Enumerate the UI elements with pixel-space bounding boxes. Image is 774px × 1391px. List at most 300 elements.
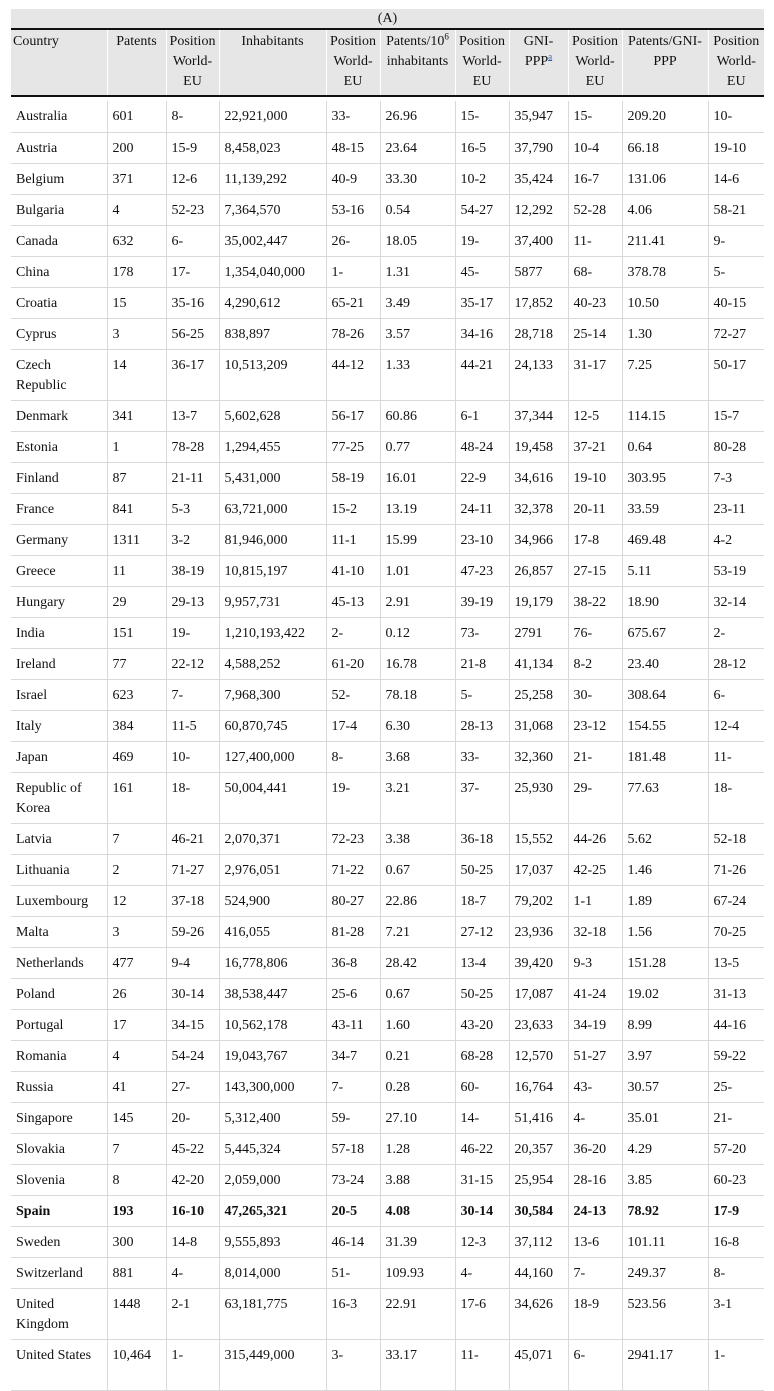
cell-position-world-eu-5: 67-24: [708, 885, 764, 916]
cell-position-world-eu-4: 37-21: [568, 431, 622, 462]
cell-position-world-eu-3: 31-15: [455, 1164, 509, 1195]
cell-position-world-eu-3: 6-1: [455, 400, 509, 431]
cell-position-world-eu-2: 20-5: [326, 1195, 380, 1226]
cell-patents: 178: [107, 256, 166, 287]
cell-position-world-eu-1: 10-: [166, 741, 219, 772]
cell-position-world-eu-5: 50-17: [708, 349, 764, 400]
cell-country: Belgium: [11, 163, 107, 194]
cell-inhabitants: 7,968,300: [219, 679, 326, 710]
table-row: [11, 885, 764, 916]
table-row: [11, 679, 764, 710]
cell-patents-per-million: 16.78: [380, 648, 455, 679]
cell-patents-per-million: 2.91: [380, 586, 455, 617]
cell-patents: 1311: [107, 524, 166, 555]
cell-inhabitants: 4,290,612: [219, 287, 326, 318]
cell-position-world-eu-3: 54-27: [455, 194, 509, 225]
cell-position-world-eu-2: 17-4: [326, 710, 380, 741]
cell-patents: 623: [107, 679, 166, 710]
cell-gni-ppp: 19,179: [509, 586, 568, 617]
cell-patents-per-gni: 675.67: [622, 617, 708, 648]
cell-country: Spain: [11, 1195, 107, 1226]
cell-inhabitants: 16,778,806: [219, 947, 326, 978]
cell-country: Netherlands: [11, 947, 107, 978]
cell-position-world-eu-1: 78-28: [166, 431, 219, 462]
cell-patents-per-million: 16.01: [380, 462, 455, 493]
cell-patents: 41: [107, 1071, 166, 1102]
cell-patents: 4: [107, 194, 166, 225]
cell-inhabitants: 9,957,731: [219, 586, 326, 617]
cell-patents-per-million: 1.28: [380, 1133, 455, 1164]
cell-patents-per-gni: 10.50: [622, 287, 708, 318]
cell-patents-per-million: 13.19: [380, 493, 455, 524]
cell-country: Lithuania: [11, 854, 107, 885]
cell-position-world-eu-1: 42-20: [166, 1164, 219, 1195]
cell-patents: 10,464: [107, 1339, 166, 1390]
cell-inhabitants: 1,210,193,422: [219, 617, 326, 648]
cell-patents-per-gni: 1.46: [622, 854, 708, 885]
table-row: [11, 617, 764, 648]
cell-patents-per-million: 3.88: [380, 1164, 455, 1195]
cell-position-world-eu-1: 29-13: [166, 586, 219, 617]
cell-country: Japan: [11, 741, 107, 772]
cell-position-world-eu-1: 71-27: [166, 854, 219, 885]
cell-country: Hungary: [11, 586, 107, 617]
cell-position-world-eu-5: 16-8: [708, 1226, 764, 1257]
cell-patents-per-million: 0.21: [380, 1040, 455, 1071]
cell-patents-per-gni: 101.11: [622, 1226, 708, 1257]
table-row: [11, 194, 764, 225]
cell-inhabitants: 35,002,447: [219, 225, 326, 256]
cell-patents: 632: [107, 225, 166, 256]
cell-position-world-eu-3: 15-: [455, 101, 509, 132]
cell-patents-per-million: 1.33: [380, 349, 455, 400]
cell-gni-ppp: 35,424: [509, 163, 568, 194]
cell-patents-per-million: 6.30: [380, 710, 455, 741]
cell-patents-per-gni: 523.56: [622, 1288, 708, 1339]
cell-position-world-eu-4: 8-2: [568, 648, 622, 679]
cell-position-world-eu-3: 27-12: [455, 916, 509, 947]
cell-position-world-eu-4: 40-23: [568, 287, 622, 318]
header-patents-per-gni: Patents/GNI-PPP: [622, 29, 708, 96]
table-container: [11, 9, 764, 1391]
cell-gni-ppp: 23,936: [509, 916, 568, 947]
cell-position-world-eu-1: 36-17: [166, 349, 219, 400]
cell-patents: 29: [107, 586, 166, 617]
table-row: [11, 1133, 764, 1164]
cell-position-world-eu-1: 21-11: [166, 462, 219, 493]
table-row: [11, 555, 764, 586]
cell-position-world-eu-5: 71-26: [708, 854, 764, 885]
cell-inhabitants: 315,449,000: [219, 1339, 326, 1390]
cell-inhabitants: 2,059,000: [219, 1164, 326, 1195]
cell-gni-ppp: 23,633: [509, 1009, 568, 1040]
cell-gni-ppp: 12,292: [509, 194, 568, 225]
cell-position-world-eu-3: 73-: [455, 617, 509, 648]
cell-position-world-eu-2: 33-: [326, 101, 380, 132]
cell-position-world-eu-1: 17-: [166, 256, 219, 287]
cell-position-world-eu-5: 31-13: [708, 978, 764, 1009]
cell-patents: 11: [107, 555, 166, 586]
cell-inhabitants: 22,921,000: [219, 101, 326, 132]
cell-patents-per-gni: 66.18: [622, 132, 708, 163]
cell-gni-ppp: 17,852: [509, 287, 568, 318]
cell-gni-ppp: 24,133: [509, 349, 568, 400]
cell-patents-per-million: 28.42: [380, 947, 455, 978]
cell-patents-per-gni: 181.48: [622, 741, 708, 772]
cell-position-world-eu-4: 11-: [568, 225, 622, 256]
cell-position-world-eu-5: 23-11: [708, 493, 764, 524]
cell-position-world-eu-4: 30-: [568, 679, 622, 710]
cell-position-world-eu-5: 4-2: [708, 524, 764, 555]
cell-position-world-eu-2: 59-: [326, 1102, 380, 1133]
cell-country: Bulgaria: [11, 194, 107, 225]
table-row: [11, 349, 764, 400]
cell-position-world-eu-4: 20-11: [568, 493, 622, 524]
cell-position-world-eu-1: 37-18: [166, 885, 219, 916]
cell-patents-per-million: 33.17: [380, 1339, 455, 1390]
header-patents-per-million-base: Patents/10: [386, 34, 445, 49]
cell-position-world-eu-1: 14-8: [166, 1226, 219, 1257]
cell-position-world-eu-1: 7-: [166, 679, 219, 710]
cell-patents: 8: [107, 1164, 166, 1195]
cell-patents-per-gni: 78.92: [622, 1195, 708, 1226]
cell-position-world-eu-5: 19-10: [708, 132, 764, 163]
cell-position-world-eu-5: 44-16: [708, 1009, 764, 1040]
cell-position-world-eu-1: 11-5: [166, 710, 219, 741]
cell-patents-per-million: 3.21: [380, 772, 455, 823]
cell-patents: 12: [107, 885, 166, 916]
cell-gni-ppp: 16,764: [509, 1071, 568, 1102]
header-position-2: Position World-EU: [326, 29, 380, 96]
cell-position-world-eu-4: 31-17: [568, 349, 622, 400]
cell-inhabitants: 838,897: [219, 318, 326, 349]
cell-patents: 161: [107, 772, 166, 823]
cell-patents-per-gni: 308.64: [622, 679, 708, 710]
cell-country: Slovenia: [11, 1164, 107, 1195]
cell-patents-per-gni: 30.57: [622, 1071, 708, 1102]
cell-position-world-eu-4: 9-3: [568, 947, 622, 978]
cell-position-world-eu-4: 7-: [568, 1257, 622, 1288]
cell-patents-per-million: 26.96: [380, 101, 455, 132]
cell-position-world-eu-2: 51-: [326, 1257, 380, 1288]
cell-gni-ppp: 45,071: [509, 1339, 568, 1390]
table-row: [11, 1040, 764, 1071]
cell-gni-ppp: 19,458: [509, 431, 568, 462]
cell-position-world-eu-3: 18-7: [455, 885, 509, 916]
cell-gni-ppp: 25,930: [509, 772, 568, 823]
cell-position-world-eu-4: 13-6: [568, 1226, 622, 1257]
table-row: [11, 1164, 764, 1195]
cell-position-world-eu-3: 45-: [455, 256, 509, 287]
cell-position-world-eu-1: 46-21: [166, 823, 219, 854]
cell-position-world-eu-2: 16-3: [326, 1288, 380, 1339]
cell-position-world-eu-5: 72-27: [708, 318, 764, 349]
cell-patents-per-gni: 151.28: [622, 947, 708, 978]
cell-country: India: [11, 617, 107, 648]
cell-position-world-eu-4: 6-: [568, 1339, 622, 1390]
cell-position-world-eu-5: 21-: [708, 1102, 764, 1133]
cell-country: Poland: [11, 978, 107, 1009]
cell-patents: 601: [107, 101, 166, 132]
cell-position-world-eu-1: 8-: [166, 101, 219, 132]
cell-position-world-eu-2: 73-24: [326, 1164, 380, 1195]
cell-position-world-eu-3: 21-8: [455, 648, 509, 679]
cell-position-world-eu-3: 68-28: [455, 1040, 509, 1071]
cell-position-world-eu-1: 15-9: [166, 132, 219, 163]
cell-country: Austria: [11, 132, 107, 163]
table-row: [11, 648, 764, 679]
cell-position-world-eu-1: 20-: [166, 1102, 219, 1133]
cell-position-world-eu-1: 59-26: [166, 916, 219, 947]
table-row: [11, 493, 764, 524]
cell-position-world-eu-4: 25-14: [568, 318, 622, 349]
header-patents-per-million: [380, 29, 455, 96]
cell-gni-ppp: 37,112: [509, 1226, 568, 1257]
cell-position-world-eu-3: 13-4: [455, 947, 509, 978]
cell-patents: 14: [107, 349, 166, 400]
cell-patents-per-million: 1.31: [380, 256, 455, 287]
cell-position-world-eu-1: 2-1: [166, 1288, 219, 1339]
cell-position-world-eu-5: 59-22: [708, 1040, 764, 1071]
cell-gni-ppp: 32,378: [509, 493, 568, 524]
cell-patents-per-gni: 18.90: [622, 586, 708, 617]
cell-position-world-eu-4: 68-: [568, 256, 622, 287]
cell-gni-ppp: 34,966: [509, 524, 568, 555]
cell-patents-per-million: 3.49: [380, 287, 455, 318]
cell-position-world-eu-4: 38-22: [568, 586, 622, 617]
cell-position-world-eu-4: 28-16: [568, 1164, 622, 1195]
cell-position-world-eu-1: 45-22: [166, 1133, 219, 1164]
cell-position-world-eu-5: 80-28: [708, 431, 764, 462]
cell-position-world-eu-5: 8-: [708, 1257, 764, 1288]
cell-gni-ppp: 2791: [509, 617, 568, 648]
cell-patents: 200: [107, 132, 166, 163]
cell-gni-ppp: 28,718: [509, 318, 568, 349]
cell-gni-ppp: 30,584: [509, 1195, 568, 1226]
cell-patents: 4: [107, 1040, 166, 1071]
cell-inhabitants: 7,364,570: [219, 194, 326, 225]
table-row: [11, 741, 764, 772]
cell-position-world-eu-3: 10-2: [455, 163, 509, 194]
table-row: [11, 1226, 764, 1257]
cell-patents-per-million: 3.68: [380, 741, 455, 772]
cell-position-world-eu-5: 11-: [708, 741, 764, 772]
table-row: [11, 225, 764, 256]
cell-gni-ppp: 31,068: [509, 710, 568, 741]
cell-position-world-eu-2: 3-: [326, 1339, 380, 1390]
cell-position-world-eu-5: 28-12: [708, 648, 764, 679]
cell-position-world-eu-1: 9-4: [166, 947, 219, 978]
cell-position-world-eu-3: 50-25: [455, 978, 509, 1009]
cell-position-world-eu-2: 1-: [326, 256, 380, 287]
cell-inhabitants: 2,070,371: [219, 823, 326, 854]
table-row: [11, 1009, 764, 1040]
cell-patents: 841: [107, 493, 166, 524]
cell-country: Australia: [11, 101, 107, 132]
cell-country: Italy: [11, 710, 107, 741]
cell-gni-ppp: 37,400: [509, 225, 568, 256]
cell-position-world-eu-1: 6-: [166, 225, 219, 256]
cell-patents-per-gni: 19.02: [622, 978, 708, 1009]
header-country: Country: [11, 29, 107, 96]
cell-patents-per-million: 33.30: [380, 163, 455, 194]
cell-inhabitants: 8,458,023: [219, 132, 326, 163]
cell-position-world-eu-5: 32-14: [708, 586, 764, 617]
cell-patents-per-gni: 131.06: [622, 163, 708, 194]
cell-country: United Kingdom: [11, 1288, 107, 1339]
cell-position-world-eu-5: 6-: [708, 679, 764, 710]
cell-position-world-eu-2: 58-19: [326, 462, 380, 493]
cell-position-world-eu-1: 52-23: [166, 194, 219, 225]
cell-position-world-eu-2: 80-27: [326, 885, 380, 916]
cell-position-world-eu-4: 29-: [568, 772, 622, 823]
cell-position-world-eu-4: 52-28: [568, 194, 622, 225]
cell-country: Switzerland: [11, 1257, 107, 1288]
cell-position-world-eu-4: 17-8: [568, 524, 622, 555]
cell-position-world-eu-3: 44-21: [455, 349, 509, 400]
cell-position-world-eu-1: 35-16: [166, 287, 219, 318]
cell-inhabitants: 47,265,321: [219, 1195, 326, 1226]
cell-country: Russia: [11, 1071, 107, 1102]
cell-position-world-eu-2: 46-14: [326, 1226, 380, 1257]
table-row: [11, 132, 764, 163]
cell-position-world-eu-4: 21-: [568, 741, 622, 772]
cell-patents-per-million: 15.99: [380, 524, 455, 555]
cell-inhabitants: 60,870,745: [219, 710, 326, 741]
cell-patents-per-gni: 3.85: [622, 1164, 708, 1195]
cell-position-world-eu-2: 53-16: [326, 194, 380, 225]
cell-inhabitants: 2,976,051: [219, 854, 326, 885]
cell-position-world-eu-1: 1-: [166, 1339, 219, 1390]
cell-position-world-eu-1: 38-19: [166, 555, 219, 586]
cell-patents: 3: [107, 916, 166, 947]
cell-patents: 26: [107, 978, 166, 1009]
patents-table: [11, 9, 764, 1391]
cell-inhabitants: 127,400,000: [219, 741, 326, 772]
cell-country: Malta: [11, 916, 107, 947]
cell-inhabitants: 10,815,197: [219, 555, 326, 586]
cell-inhabitants: 143,300,000: [219, 1071, 326, 1102]
cell-position-world-eu-1: 56-25: [166, 318, 219, 349]
cell-position-world-eu-3: 14-: [455, 1102, 509, 1133]
cell-patents-per-gni: 154.55: [622, 710, 708, 741]
cell-gni-ppp: 26,857: [509, 555, 568, 586]
cell-position-world-eu-3: 28-13: [455, 710, 509, 741]
cell-position-world-eu-4: 43-: [568, 1071, 622, 1102]
header-patents-per-million-exponent: 6: [444, 31, 449, 42]
cell-patents: 1: [107, 431, 166, 462]
cell-position-world-eu-3: 48-24: [455, 431, 509, 462]
cell-patents: 77: [107, 648, 166, 679]
cell-position-world-eu-2: 56-17: [326, 400, 380, 431]
cell-patents-per-gni: 378.78: [622, 256, 708, 287]
table-row: [11, 462, 764, 493]
cell-position-world-eu-5: 1-: [708, 1339, 764, 1390]
cell-patents: 145: [107, 1102, 166, 1133]
cell-position-world-eu-1: 4-: [166, 1257, 219, 1288]
cell-gni-ppp: 39,420: [509, 947, 568, 978]
cell-inhabitants: 4,588,252: [219, 648, 326, 679]
cell-country: Latvia: [11, 823, 107, 854]
cell-position-world-eu-3: 37-: [455, 772, 509, 823]
cell-position-world-eu-2: 71-22: [326, 854, 380, 885]
table-row: [11, 772, 764, 823]
cell-position-world-eu-2: 65-21: [326, 287, 380, 318]
cell-position-world-eu-2: 45-13: [326, 586, 380, 617]
cell-patents-per-million: 22.86: [380, 885, 455, 916]
cell-gni-ppp: 20,357: [509, 1133, 568, 1164]
cell-inhabitants: 9,555,893: [219, 1226, 326, 1257]
cell-position-world-eu-1: 19-: [166, 617, 219, 648]
cell-country: Denmark: [11, 400, 107, 431]
cell-position-world-eu-2: 7-: [326, 1071, 380, 1102]
cell-gni-ppp: 17,037: [509, 854, 568, 885]
cell-country: Estonia: [11, 431, 107, 462]
table-row: [11, 431, 764, 462]
cell-inhabitants: 38,538,447: [219, 978, 326, 1009]
cell-position-world-eu-5: 2-: [708, 617, 764, 648]
cell-patents-per-million: 1.01: [380, 555, 455, 586]
cell-position-world-eu-3: 33-: [455, 741, 509, 772]
cell-patents-per-million: 0.77: [380, 431, 455, 462]
table-row: [11, 823, 764, 854]
cell-position-world-eu-3: 46-22: [455, 1133, 509, 1164]
cell-position-world-eu-3: 35-17: [455, 287, 509, 318]
table-body: [11, 101, 764, 1390]
cell-position-world-eu-4: 15-: [568, 101, 622, 132]
footnote-link[interactable]: a: [548, 51, 553, 62]
cell-position-world-eu-5: 57-20: [708, 1133, 764, 1164]
table-row: [11, 586, 764, 617]
cell-country: Finland: [11, 462, 107, 493]
cell-gni-ppp: 35,947: [509, 101, 568, 132]
cell-patents-per-million: 78.18: [380, 679, 455, 710]
cell-patents: 477: [107, 947, 166, 978]
cell-position-world-eu-5: 18-: [708, 772, 764, 823]
cell-patents-per-million: 1.60: [380, 1009, 455, 1040]
cell-position-world-eu-5: 58-21: [708, 194, 764, 225]
cell-position-world-eu-5: 3-1: [708, 1288, 764, 1339]
cell-patents-per-gni: 23.40: [622, 648, 708, 679]
cell-patents-per-million: 23.64: [380, 132, 455, 163]
cell-position-world-eu-2: 57-18: [326, 1133, 380, 1164]
cell-position-world-eu-1: 5-3: [166, 493, 219, 524]
cell-patents-per-million: 4.08: [380, 1195, 455, 1226]
header-patents-per-million-suffix: inhabitants: [386, 54, 449, 69]
cell-inhabitants: 50,004,441: [219, 772, 326, 823]
table-row: [11, 1339, 764, 1390]
cell-position-world-eu-5: 17-9: [708, 1195, 764, 1226]
cell-inhabitants: 5,431,000: [219, 462, 326, 493]
cell-position-world-eu-4: 4-: [568, 1102, 622, 1133]
cell-patents-per-million: 0.54: [380, 194, 455, 225]
cell-country: Republic of Korea: [11, 772, 107, 823]
cell-gni-ppp: 25,258: [509, 679, 568, 710]
cell-position-world-eu-5: 14-6: [708, 163, 764, 194]
cell-country: Singapore: [11, 1102, 107, 1133]
cell-patents-per-gni: 0.64: [622, 431, 708, 462]
cell-gni-ppp: 15,552: [509, 823, 568, 854]
cell-patents-per-gni: 5.11: [622, 555, 708, 586]
cell-patents-per-million: 7.21: [380, 916, 455, 947]
cell-position-world-eu-5: 53-19: [708, 555, 764, 586]
cell-position-world-eu-4: 19-10: [568, 462, 622, 493]
cell-inhabitants: 8,014,000: [219, 1257, 326, 1288]
cell-gni-ppp: 79,202: [509, 885, 568, 916]
cell-position-world-eu-4: 12-5: [568, 400, 622, 431]
cell-patents-per-million: 31.39: [380, 1226, 455, 1257]
cell-position-world-eu-4: 27-15: [568, 555, 622, 586]
